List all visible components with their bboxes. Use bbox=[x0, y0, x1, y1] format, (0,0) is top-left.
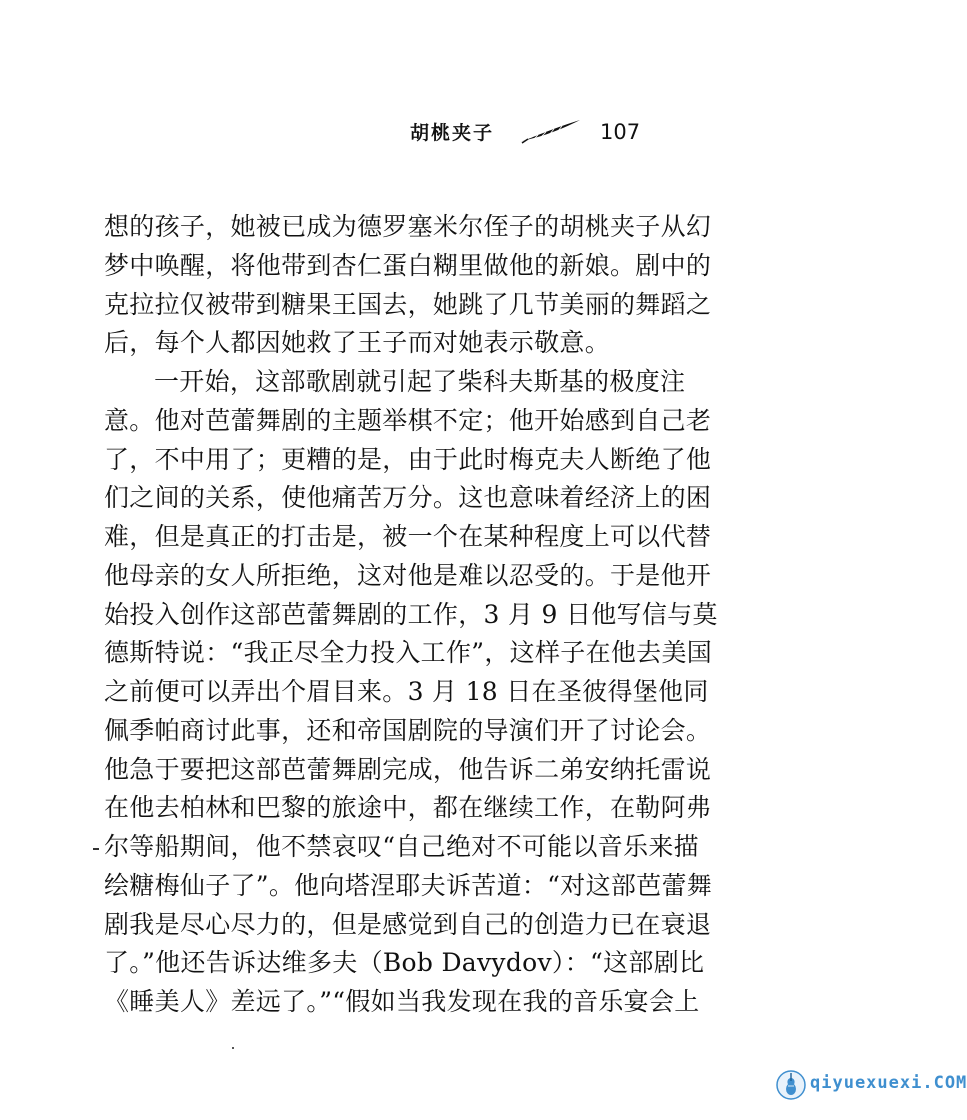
chapter-title: 胡桃夹子 bbox=[410, 122, 495, 144]
margin-mark bbox=[93, 848, 99, 850]
body-text bbox=[104, 208, 718, 1022]
text-line: 意。他对芭蕾舞剧的主题举棋不定；他开始感到自己老 bbox=[104, 405, 712, 435]
text-line: 德斯特说：“我正尽全力投入工作”，这样子在他去美国 bbox=[104, 638, 713, 668]
scan-dot bbox=[232, 1047, 234, 1049]
text-line: 了。”他还告诉达维多夫（Bob Davydov）：“这部剧比 bbox=[104, 948, 705, 978]
text-line: 了，不中用了；更糟的是，由于此时梅克夫人断绝了他 bbox=[104, 444, 712, 474]
text-line: 他急于要把这部芭蕾舞剧完成，他告诉二弟安纳托雷说 bbox=[104, 754, 712, 784]
text-line: 之前便可以弄出个眉目来。3 月 18 日在圣彼得堡他同 bbox=[104, 677, 709, 706]
feather-icon bbox=[518, 118, 582, 144]
text-line: 梦中唤醒，将他带到杏仁蛋白糊里做他的新娘。剧中的 bbox=[104, 250, 712, 280]
text-line: 难，但是真正的打击是，被一个在某种程度上可以代替 bbox=[104, 522, 712, 551]
text-line: 尔等船期间，他不禁哀叹“自己绝对不可能以音乐来描 bbox=[104, 832, 699, 861]
text-line: 佩季帕商讨此事，还和帝国剧院的导演们开了讨论会。 bbox=[104, 715, 712, 745]
page-number: 107 bbox=[600, 120, 641, 144]
text-line: 剧我是尽心尽力的，但是感觉到自己的创造力已在衰退 bbox=[104, 909, 712, 939]
text-line: 一开始，这部歌剧就引起了柴科夫斯基的极度注 bbox=[154, 367, 686, 396]
text-line: 克拉拉仅被带到糖果王国去，她跳了几节美丽的舞蹈之 bbox=[104, 289, 712, 319]
text-line: 《睡美人》差远了。”“假如当我发现在我的音乐宴会上 bbox=[104, 987, 700, 1016]
text-line: 他母亲的女人所拒绝，这对他是难以忍受的。于是他开 bbox=[104, 560, 712, 590]
text-line: 在他去柏林和巴黎的旅途中，都在继续工作，在勒阿弗 bbox=[104, 793, 712, 823]
text-line: 后，每个人都因她救了王子而对她表示敬意。 bbox=[104, 328, 611, 358]
text-line: 绘糖梅仙子了”。他向塔涅耶夫诉苦道：“对这部芭蕾舞 bbox=[104, 870, 713, 900]
text-line: 想的孩子，她被已成为德罗塞米尔侄子的胡桃夹子从幻 bbox=[104, 212, 712, 241]
watermark-text: qiyuexuexi.COM bbox=[810, 1073, 967, 1093]
text-line: 们之间的关系，使他痛苦万分。这也意味着经济上的困 bbox=[104, 483, 712, 513]
running-header bbox=[410, 116, 650, 150]
text-line: 始投入创作这部芭蕾舞剧的工作，3 月 9 日他写信与莫 bbox=[104, 599, 718, 629]
violin-icon bbox=[776, 1070, 806, 1100]
